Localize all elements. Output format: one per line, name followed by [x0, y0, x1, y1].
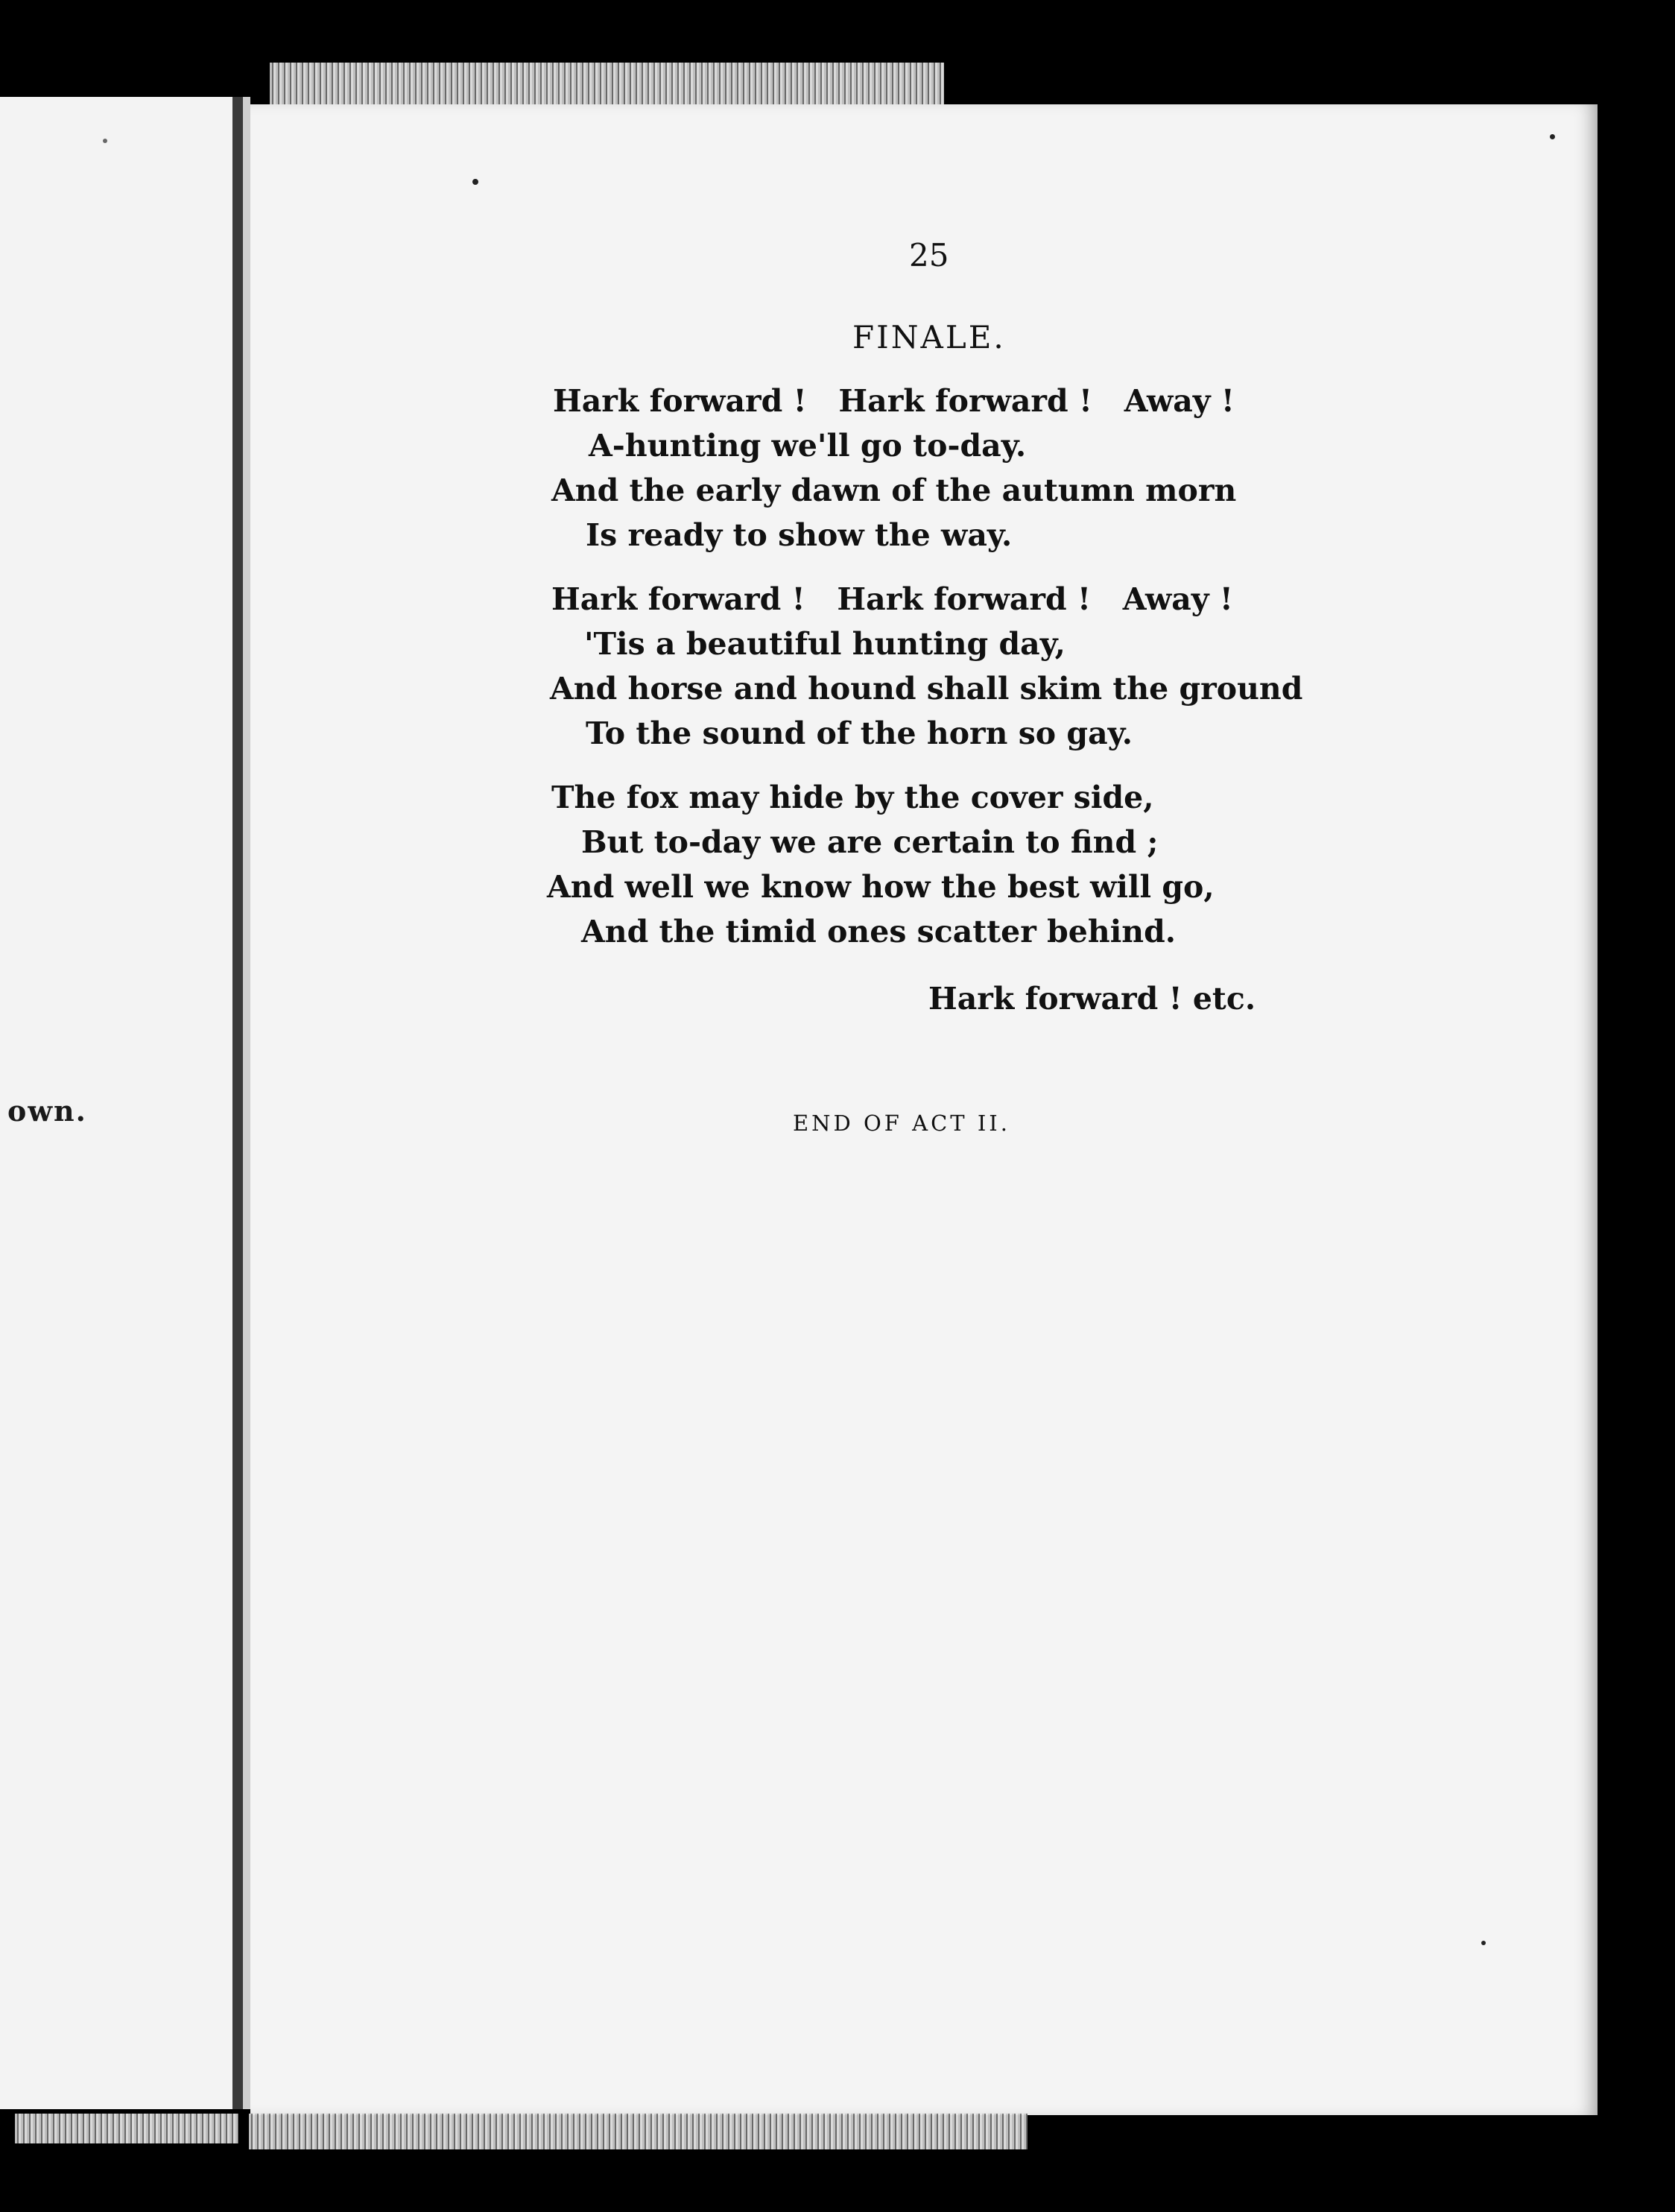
- facing-page: [0, 97, 232, 2109]
- verse-line: And well we know how the best will go,: [547, 869, 1215, 905]
- verse-line: And the timid ones scatter behind.: [581, 914, 1177, 949]
- verse-line: To the sound of the horn so gay.: [586, 715, 1133, 751]
- book-gutter-edge: [243, 97, 250, 2109]
- scan-tape-top: [270, 63, 944, 104]
- verse-line: A-hunting we'll go to-day.: [589, 428, 1027, 464]
- refrain-line: Hark forward ! etc.: [928, 981, 1256, 1017]
- section-title: FINALE.: [852, 319, 1006, 356]
- ink-speck: [1550, 134, 1555, 139]
- verse-line: The fox may hide by the cover side,: [551, 780, 1154, 815]
- scan-tape-bottom-left: [15, 2114, 238, 2143]
- ink-speck: [1481, 1941, 1486, 1945]
- page-number: 25: [909, 237, 949, 274]
- verse-line: Hark forward ! Hark forward ! Away !: [551, 581, 1233, 617]
- verse-line: Hark forward ! Hark forward ! Away !: [553, 383, 1235, 419]
- verse-line: And the early dawn of the autumn morn: [551, 473, 1237, 508]
- ink-speck: [472, 179, 478, 185]
- facing-page-text-fragment: own.: [7, 1094, 87, 1128]
- ink-speck: [103, 139, 107, 143]
- book-gutter-shadow: [232, 97, 243, 2109]
- verse-line: But to-day we are certain to find ;: [581, 824, 1159, 860]
- scan-tape-bottom-right: [249, 2114, 1028, 2149]
- verse-line: And horse and hound shall skim the ground: [550, 671, 1303, 707]
- verse-line: 'Tis a beautiful hunting day,: [584, 626, 1066, 662]
- verse-line: Is ready to show the way.: [586, 517, 1013, 553]
- end-of-act-note: END OF ACT II.: [793, 1110, 1010, 1136]
